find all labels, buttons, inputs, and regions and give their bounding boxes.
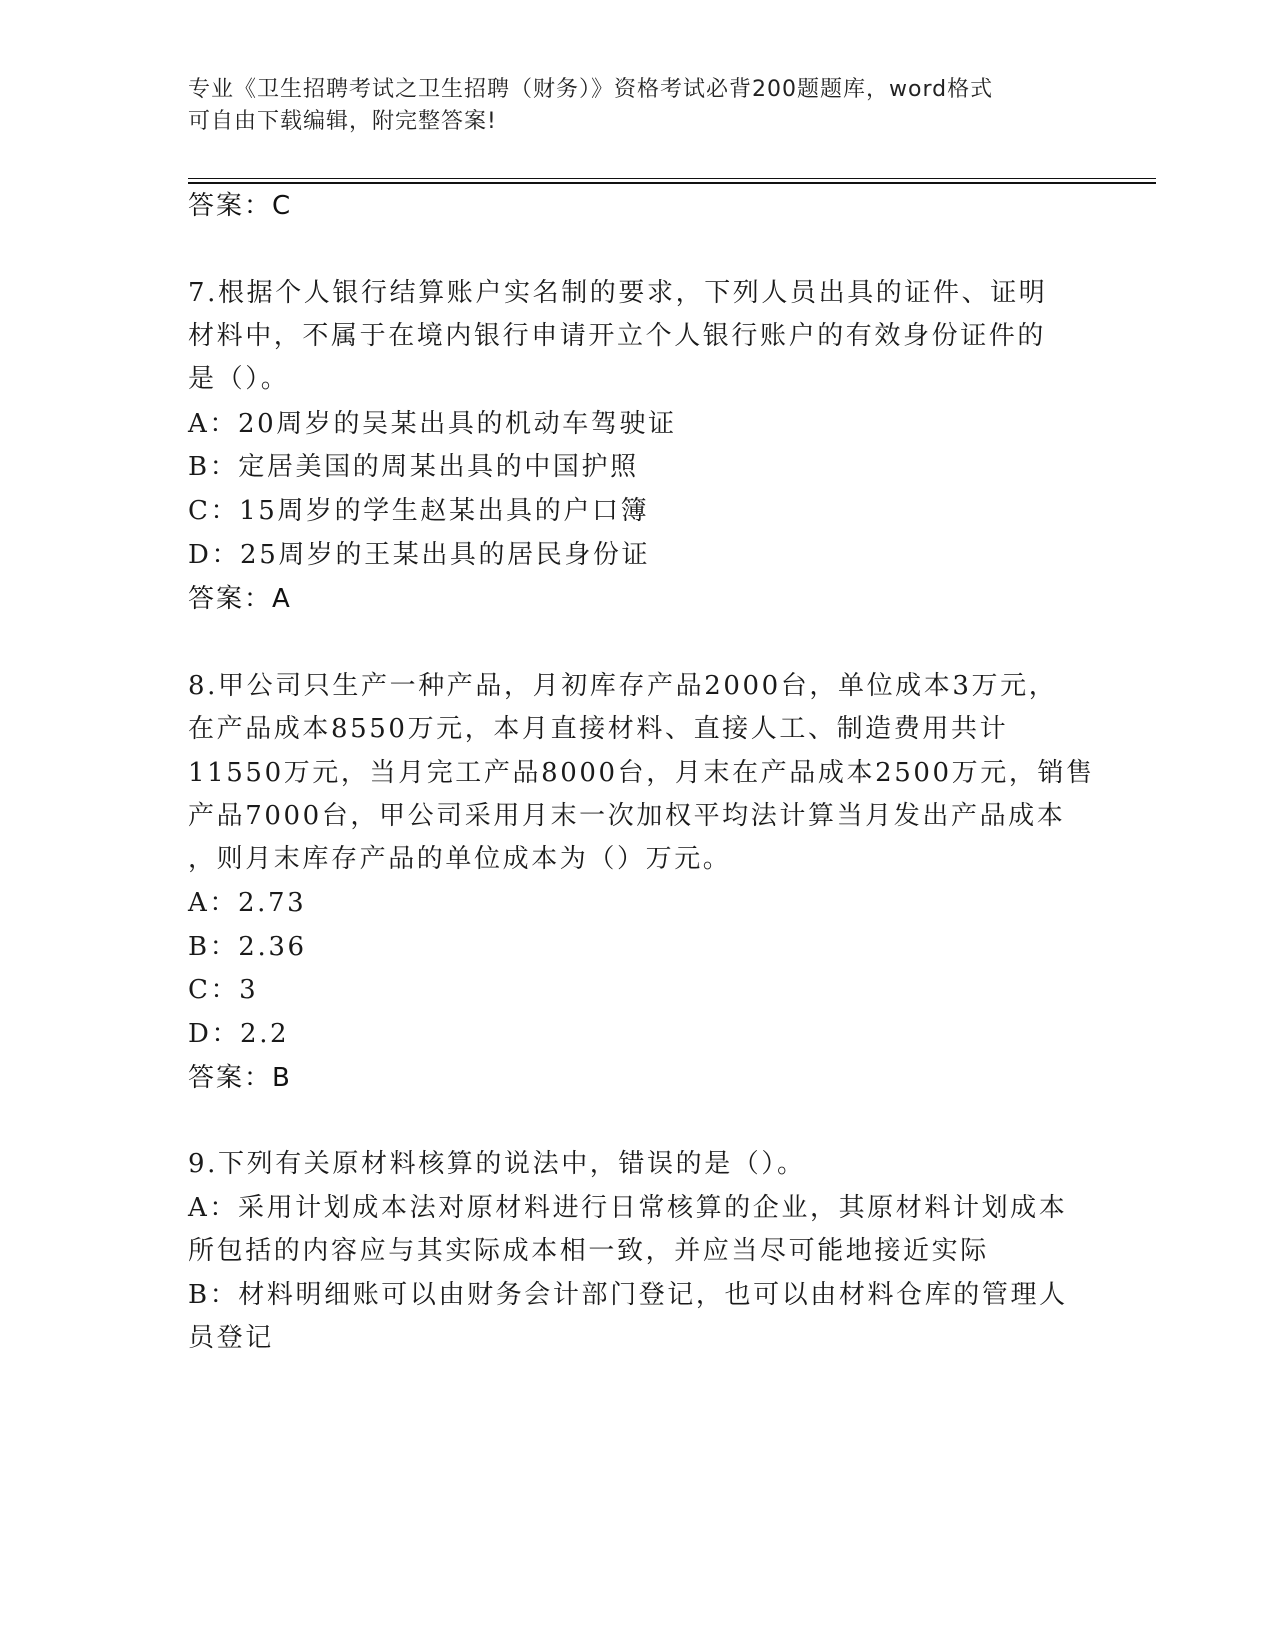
answer-q7: 答案：A: [188, 584, 292, 614]
answer-q8: 答案：B: [188, 1063, 292, 1093]
header-line-2: 可自由下载编辑，附完整答案!: [188, 109, 497, 134]
question-7-option-d: D：25周岁的王某出具的居民身份证: [188, 540, 651, 570]
question-8-option-b: B：2.36: [188, 932, 307, 962]
question-8-text-line: 产品7000台，甲公司采用月末一次加权平均法计算当月发出产品成本: [188, 801, 1066, 831]
question-8-option-c: C：3: [188, 975, 259, 1005]
header-divider-thick: [188, 182, 1156, 184]
question-9-option-a: A：采用计划成本法对原材料进行日常核算的企业，其原材料计划成本: [188, 1193, 1068, 1223]
question-8-option-d: D：2.2: [188, 1019, 290, 1049]
question-9-text-line: 9.下列有关原材料核算的说法中，错误的是（）。: [188, 1149, 806, 1179]
header-divider-thin: [188, 178, 1156, 179]
question-9-option-b-cont: 员登记: [188, 1323, 274, 1353]
question-8-text-line: ，则月末库存产品的单位成本为（）万元。: [188, 844, 732, 874]
question-8-text-line: 在产品成本8550万元，本月直接材料、直接人工、制造费用共计: [188, 714, 1009, 744]
question-9-option-b: B：材料明细账可以由财务会计部门登记，也可以由材料仓库的管理人: [188, 1280, 1068, 1310]
question-7-text-line: 材料中，不属于在境内银行申请开立个人银行账户的有效身份证件的: [188, 321, 1047, 351]
question-7-option-a: A：20周岁的吴某出具的机动车驾驶证: [188, 409, 677, 439]
question-8-text-line: 11550万元，当月完工产品8000台，月末在产品成本2500万元，销售: [188, 758, 1095, 788]
question-7-text-line: 7.根据个人银行结算账户实名制的要求，下列人员出具的证件、证明: [188, 278, 1048, 308]
header-line-1: 专业《卫生招聘考试之卫生招聘（财务）》资格考试必背200题题库，word格式: [188, 77, 994, 102]
question-7-text-line: 是（）。: [188, 364, 290, 394]
question-7-option-b: B：定居美国的周某出具的中国护照: [188, 452, 639, 482]
question-8-text-line: 8.甲公司只生产一种产品，月初库存产品2000台，单位成本3万元，: [188, 671, 1058, 701]
question-8-option-a: A：2.73: [188, 888, 307, 918]
page-header: [188, 74, 1068, 138]
question-9-option-a-cont: 所包括的内容应与其实际成本相一致，并应当尽可能地接近实际: [188, 1236, 989, 1266]
answer-q6: 答案：C: [188, 191, 293, 221]
question-7-option-c: C：15周岁的学生赵某出具的户口簿: [188, 496, 650, 526]
